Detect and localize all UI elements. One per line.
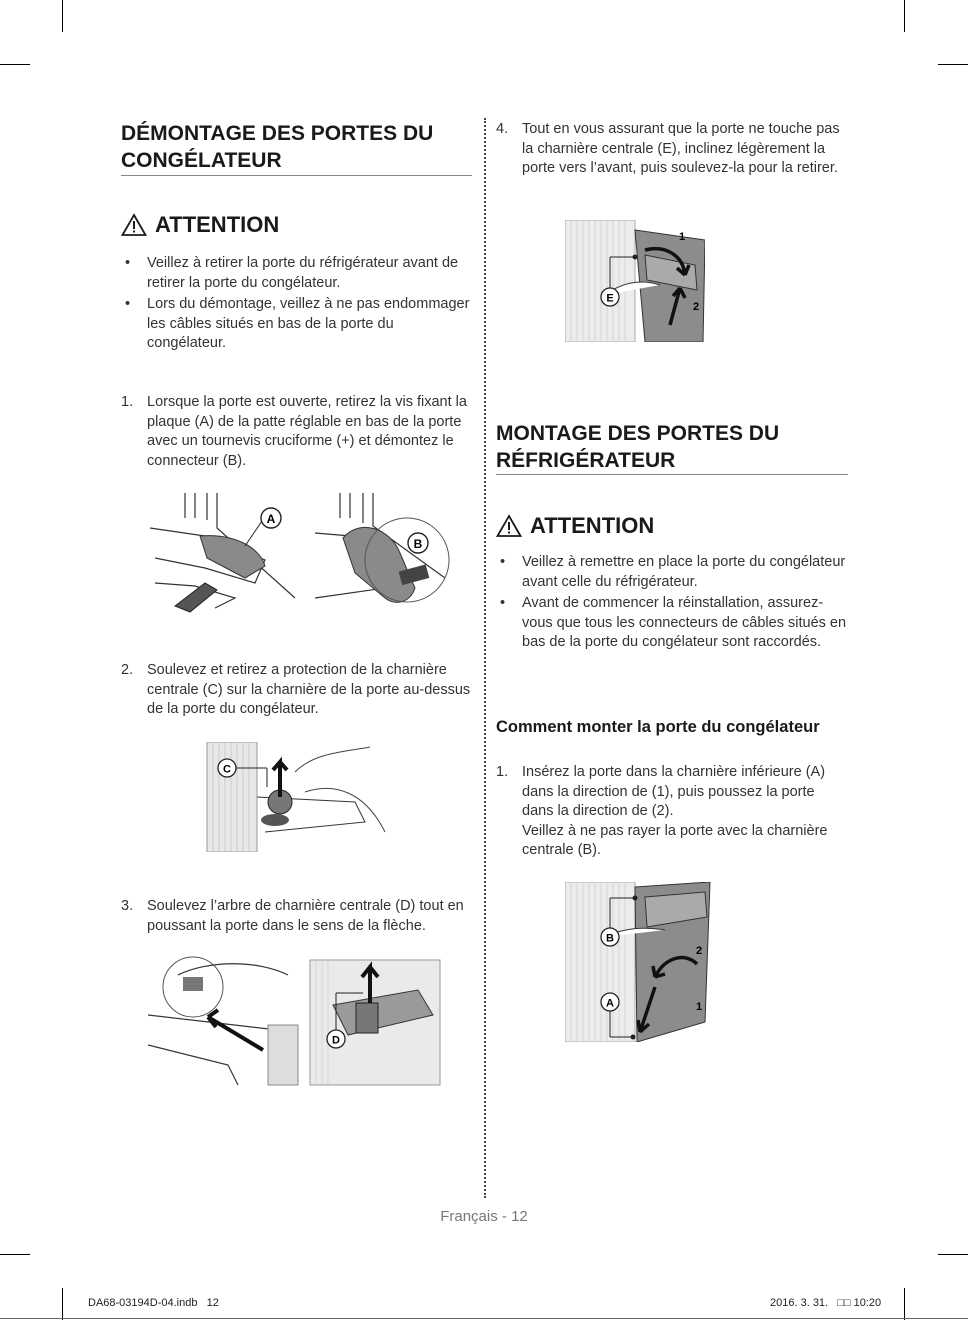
attention-list bbox=[496, 553, 848, 655]
list-item: • Lors du démontage, veillez à ne pas endommager les câbles situés en bas de la porte du congélateur. bbox=[121, 295, 473, 354]
attention-list bbox=[121, 254, 473, 356]
figure-label-1: 1 bbox=[696, 1001, 703, 1013]
step-3: 3. Soulevez l’arbre de charnière centrale (D) tout en poussant la porte dans le sens de la flèche. bbox=[121, 898, 464, 934]
figure-label-a: A bbox=[266, 512, 276, 526]
figure-step4-tilt-door bbox=[565, 220, 705, 342]
crop-mark bbox=[904, 1288, 905, 1320]
list-item: • Veillez à retirer la porte du réfrigérateur avant de retirer la porte du congélateur. bbox=[121, 254, 473, 293]
figure-label-2: 2 bbox=[693, 301, 700, 313]
figure-label-b: B bbox=[606, 932, 614, 945]
heading-rule bbox=[496, 474, 848, 475]
crop-mark bbox=[0, 1254, 30, 1255]
section-heading-demontage: DÉMONTAGE DES PORTES DU CONGÉLATEUR bbox=[121, 122, 434, 172]
section-heading-montage: MONTAGE DES PORTES DU RÉFRIGÉRATEUR bbox=[496, 422, 780, 472]
figure-label-b: B bbox=[413, 537, 423, 551]
print-date: 2016. 3. 31. □□ 10:20 bbox=[770, 1297, 882, 1309]
subheading: Comment monter la porte du congélateur bbox=[496, 718, 820, 736]
crop-mark bbox=[62, 0, 63, 32]
step-1-mount: 1. Insérez la porte dans la charnière inférieure (A) dans la direction de (1), puis poussez la porte dans la direction de (2). Veillez à ne pas rayer la porte avec la charnière centrale (B). bbox=[496, 764, 828, 859]
figure-label-2: 2 bbox=[696, 945, 703, 957]
crop-mark bbox=[938, 1254, 968, 1255]
column-divider bbox=[484, 118, 486, 1198]
figure-step2-hinge-cover bbox=[205, 742, 390, 852]
figure-step3-hinge-shaft bbox=[148, 955, 444, 1087]
figure-label-d: D bbox=[332, 1034, 340, 1047]
crop-mark bbox=[938, 64, 968, 65]
crop-mark bbox=[904, 0, 905, 32]
figure-label-c: C bbox=[223, 763, 231, 776]
warning-icon bbox=[496, 514, 522, 538]
crop-mark bbox=[62, 1288, 63, 1320]
list-item: • Avant de commencer la réinstallation, assurez-vous que tous les connecteurs de câbles situés en bas de la porte du congélateur sont raccordés. bbox=[496, 594, 848, 653]
warning-icon bbox=[121, 213, 147, 237]
figure-label-1: 1 bbox=[679, 231, 686, 243]
figure-label-e: E bbox=[606, 292, 614, 305]
figure-mount-door bbox=[565, 882, 715, 1042]
crop-mark bbox=[0, 1318, 968, 1319]
figure-step1-screw-connector bbox=[145, 488, 455, 613]
file-name: DA68-03194D-04.indb 12 bbox=[88, 1297, 219, 1309]
attention-title: ATTENTION bbox=[496, 513, 654, 539]
attention-title: ATTENTION bbox=[121, 212, 279, 238]
page-number: Français - 12 bbox=[440, 1208, 528, 1225]
list-item: • Veillez à remettre en place la porte du congélateur avant celle du réfrigérateur. bbox=[496, 553, 848, 592]
crop-mark bbox=[0, 64, 30, 65]
step-1: 1. Lorsque la porte est ouverte, retirez la vis fixant la plaque (A) de la patte réglable en bas de la porte avec un tournevis cruciforme (+) et démontez le connecteur (B). bbox=[121, 394, 467, 469]
heading-rule bbox=[121, 175, 472, 176]
step-4: 4. Tout en vous assurant que la porte ne touche pas la charnière centrale (E), inclinez légèrement la porte vers l’avant, puis soulevez-la pour la retirer. bbox=[496, 121, 840, 177]
figure-label-a: A bbox=[606, 997, 614, 1010]
step-2: 2. Soulevez et retirez a protection de la charnière centrale (C) sur la charnière de la porte au-dessus de la porte du congélateur. bbox=[121, 662, 471, 718]
